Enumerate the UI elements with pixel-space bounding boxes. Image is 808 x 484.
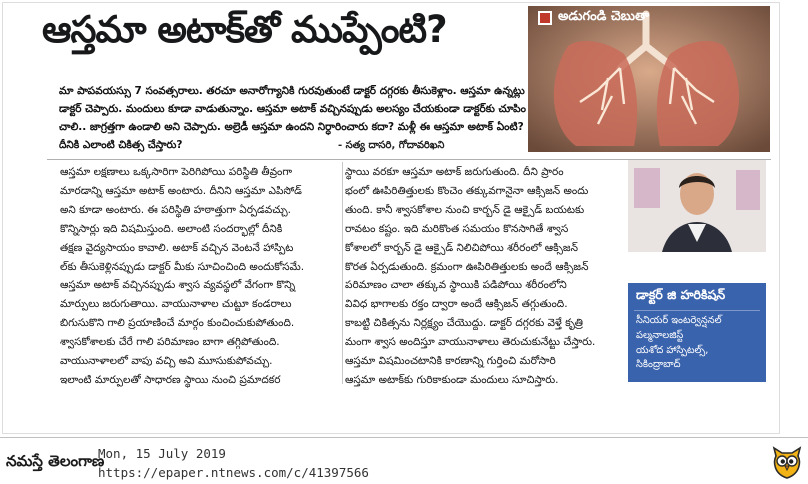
owl-icon[interactable] xyxy=(772,446,802,480)
doctor-location: సికింద్రాబాద్ xyxy=(636,359,681,371)
doctor-portrait-icon xyxy=(628,160,766,252)
newspaper-logo-text: నమస్తే తెలంగాణ xyxy=(6,452,105,470)
answer-column-2 xyxy=(345,163,617,390)
question-line: డాక్టర్ చెప్పారు. మందులు కూడా వాడుతున్నాం. ఆస్తమా అటాక్ వచ్చినప్పుడు అలస్యం చేయకుండా డాక్టర్‌కు చూపిం xyxy=(59,103,526,115)
answer-line: తక్షణ వైద్యసాయం కావాలి. అటాక్ వచ్చిన వెంటనే హాస్పిట xyxy=(60,241,294,254)
answer-line: మార్పులు జరుగుతాయి. వాయునాళాల చుట్టూ కండరాలు xyxy=(60,298,292,311)
question-line: చాలి.. జాగ్రత్తగా ఉండాలి అని చెప్పారు. అల్రెడీ ఆస్తమా ఉందని నిర్ధారించారు కదా? మళ్లీ ఈ ఆస్తమా అటాక్ ఏంటి? xyxy=(59,121,524,133)
answer-line: కాబట్టి చికిత్సను నిర్లక్ష్యం చేయొద్దు. డాక్టర్ దగ్గరకు వెళ్తే కృత్రి xyxy=(345,317,584,330)
column-caption: అడుగండి చెబుతా xyxy=(558,9,650,24)
answer-line: బిగుసుకొని గాలి ప్రయాణించే మార్గం కుంచించుకుపోతుంది. xyxy=(60,317,295,330)
answer-line: భంలో ఊపిరితిత్తులకు కొంచెం తక్కువగానైనా ఆక్సిజన్ అందు xyxy=(345,184,589,197)
answer-line: శ్వాసకోశాలకు చేరే గాలి పరిమాణం బాగా తగ్గిపోతుంది. xyxy=(60,336,280,349)
reader-question xyxy=(59,82,529,154)
answer-line: స్థాయి వరకూ ఆస్తమా అటాక్ జరుగుతుంది. దీని ప్రారం xyxy=(345,166,564,178)
answer-line: ఆస్తమా అటాక్‌కు గురికాకుండా మందులు సూచిస్తారు. xyxy=(345,373,559,386)
doctor-designation: పల్మనాలజిస్ట్ xyxy=(636,329,684,341)
epaper-meta xyxy=(98,444,369,482)
doctor-designation: సీనియర్ ఇంటర్వెన్షనల్ xyxy=(636,315,722,326)
answer-line: రావటం కష్టం. ఇది మరికొంత సమయం కొనసాగితే శ్వాస xyxy=(345,222,569,235)
answer-line: వాయునాళాలలో వాపు వచ్చి అవి మూసుకుపోవచ్చు. xyxy=(60,355,273,368)
epaper-url[interactable]: https://epaper.ntnews.com/c/41397566 xyxy=(98,465,369,480)
answer-line: పరిమాణం చాలా తక్కువ స్థాయికి పడిపోయి శరీరంలోని xyxy=(345,279,567,292)
answer-line: కొరత ఏర్పడుతుంది. క్రమంగా ఊపిరితిత్తులకు అందే ఆక్సిజన్ xyxy=(345,260,589,273)
answer-line: ఇలాంటి మార్పులతో సాధారణ స్థాయి నుంచి ప్రమాదకర xyxy=(60,373,281,386)
answer-line: మారడాన్ని ఆస్తమా అటాక్ అంటారు. దీనిని ఆస్తమా ఎపిసోడ్ xyxy=(60,184,302,197)
answer-line: ఆస్తమా విషమించటానికి కారణాన్ని గుర్తించి మరోసారి xyxy=(345,355,556,368)
answer-line: వివిధ భాగాలకు రక్తం ద్వారా అందే ఆక్సిజన్ తగ్గుతుంది. xyxy=(345,298,568,311)
answer-line: కోశాలలో కార్బన్ డై ఆక్సైడ్ నిలిచిపోయి శరీరంలో ఆక్సిజన్ xyxy=(345,241,578,254)
doctor-info-box xyxy=(628,283,766,382)
question-line: దీనికి ఎలాంటి చికిత్స చేస్తారు? xyxy=(59,139,183,151)
answer-line: కొన్నిసార్లు ఇది విషమిస్తుంది. అలాంటి సందర్భాల్లో దీనికి xyxy=(60,222,283,235)
reader-byline: - సత్య దాసరి, గోదావరిఖని xyxy=(338,140,445,151)
lungs-icon xyxy=(528,6,770,152)
answer-line: అని కూడా అంటారు. ఈ పరిస్థితి హఠాత్తుగా ఏర్పడవచ్చు. xyxy=(60,203,291,216)
doctor-hospital: యశోద హాస్పిటల్స్, xyxy=(636,344,709,356)
answer-line: ఆస్తమా లక్షణాలు ఒక్కసారిగా పెరిగిపోయి పరిస్థితి తీవ్రంగా xyxy=(60,166,293,178)
answer-line: మంగా శ్వాస అందిస్తూ వాయునాళాలు తెరుచుకునేట్టు చేస్తారు. xyxy=(345,336,596,349)
publish-date: Mon, 15 July 2019 xyxy=(98,446,226,461)
answer-line: ల్‌కు తీసుకెళ్లినప్పుడు డాక్టర్ మీకు సూచించింది అందుకోసమే. xyxy=(60,260,305,273)
answer-column-1 xyxy=(60,163,340,390)
article-title: ఆస్తమా అటాక్‌తో ముప్పేంటి? xyxy=(42,8,447,51)
answer-line: తుంది. కానీ శ్వాసకోశాల నుంచి కార్బన్ డై ఆక్సైడ్ బయటకు xyxy=(345,203,585,216)
doctor-name: డాక్టర్ జి హరికిషన్ xyxy=(636,287,726,302)
newspaper-logo xyxy=(6,452,104,474)
name-divider xyxy=(634,310,760,311)
answer-line: ఆస్తమా అటాక్ వచ్చినప్పుడు శ్వాస వ్యవస్థలో వేగంగా కొన్ని xyxy=(60,279,296,292)
column-logo-icon xyxy=(538,11,552,25)
footer-divider xyxy=(0,437,808,438)
column-divider xyxy=(342,162,343,384)
question-line: మా పాపవయస్సు 7 సంవత్సరాలు. తరచూ అనారోగ్యానికి గురవుతుంటే డాక్టర్ దగ్గరకు తీసుకెళ్లాం. ఆస్తమా ఉన్నట్లు xyxy=(59,85,525,97)
doctor-photo xyxy=(628,160,766,252)
lungs-illustration xyxy=(528,6,770,152)
